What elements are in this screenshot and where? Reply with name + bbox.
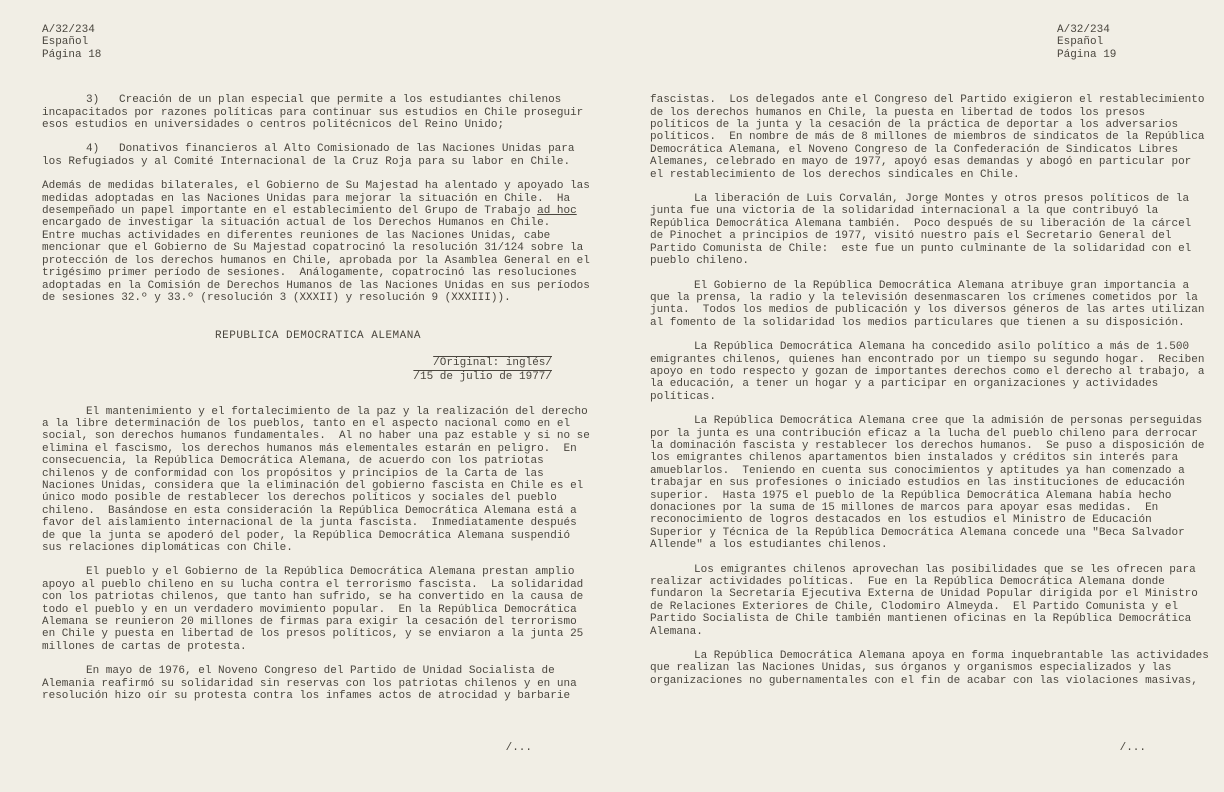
page-18-header — [42, 24, 594, 61]
page-18-body — [42, 94, 597, 703]
submission-notes — [42, 357, 594, 384]
document-symbol: A/32/234 — [1057, 24, 1110, 36]
document-language: Español — [1057, 36, 1104, 49]
page-19 — [650, 0, 1216, 792]
paragraph: La República Democrática Alemana apoya en forma inquebrantable las actividades que realizan las Naciones Unidas, sus órganos y organismos especializados y las organizaciones no gubernamentales con el fin de acabar con las violaciones masivas, — [650, 650, 1216, 687]
list-item-4: 4) Donativos financieros al Alto Comisionado de las Naciones Unidas para los Refugiados y al Comité Internacional de la Cruz Roja para su labor en Chile. — [42, 143, 582, 168]
list-item-3: 3) Creación de un plan especial que permite a los estudiantes chilenos incapacitados por razones políticas para continuar sus estudios en Chile proseguir esos estudios en universidades o centros politécnicos del Reino Unido; — [42, 94, 590, 132]
document-language: Español — [42, 36, 89, 49]
section-heading-gdr: REPUBLICA DEMOCRATICA ALEMANA — [215, 330, 421, 343]
continuation-mark: /... — [505, 741, 532, 754]
paragraph: El pueblo y el Gobierno de la República Democrática Alemana prestan amplio apoyo al pueblo chileno en su lucha contra el terrorismo fascista. La solidaridad con los patriotas chilenos, que tanto han sufrido, se ha convertido en la causa de todo el pueblo y en un verdadero movimiento popular. En la República Democrática Alemana se reunieron 20 millones de firmas para exigir la cesación del terrorismo en Chile y puesta en libertad de los presos políticos, y se enviaron a la junta 25 millones de cartas de protesta. — [42, 566, 590, 653]
page-18 — [42, 0, 597, 792]
paragraph: fascistas. Los delegados ante el Congreso del Partido exigieron el restablecimiento de los derechos humanos en Chile, la puesta en libertad de todos los presos políticos de la junta y la cesación de la práctica de deportar a los adversarios políticos. En nombre de más de 8 millones de miembros de sindicatos de la República Democrática Alemana, el Noveno Congreso de la Confederación de Sindicatos Libres Alemanes, celebrado en mayo de 1977, apoyó esas demandas y abogó en particular por el restablecimiento de los derechos sindicales en Chile. — [650, 94, 1212, 181]
paragraph-text: encargado de investigar la situación actual de los Derechos Humanos en Chile. Entre muchas actividades en diferentes reuniones de las Naciones Unidas, cabe mencionar que el Gobierno de Su Majestad copatrocinó la resolución 31/124 sobre la protección de los derechos humanos en Chile, aprobada por la Asamblea General en el trigésimo primer período de sesiones. Análogamente, copatrocinó las resoluciones adoptadas en la Comisión de Derechos Humanos de las Naciones Unidas en sus períodos de sesiones 32.º y 33.º (resolución 3 (XXXII) y resolución 9 (XXXIII)). — [42, 205, 597, 304]
paragraph: La República Democrática Alemana ha concedido asilo político a más de 1.500 emigrantes chilenos, quienes han encontrado por un tiempo su segundo hogar. Reciben apoyo en todo respecto y gozan de importantes derechos como el derecho al trabajo, a la educación, a tener un hogar y a participar en organizaciones y actividades políticas. — [650, 341, 1212, 403]
continuation-mark: /... — [1119, 741, 1146, 754]
paragraph: La República Democrática Alemana cree que la admisión de personas perseguidas por la junta es una contribución eficaz a la lucha del pueblo chileno para derrocar la dominación fascista y restablecer los derechos humanos. Se puso a disposición de los emigrantes chilenos apartamentos bien instalados y créditos sin interés para amueblarlos. Teniendo en cuenta sus conocimientos y aptitudes ya han comenzado a trabajar en sus profesiones o iniciado estudios en las instituciones de educación superior. Hasta 1975 el pueblo de la República Democrática Alemana había hecho donaciones por la suma de 15 millones de marcos para apoyar esas medidas. En reconocimiento de logros destacados en los estudios el Ministro de Educación Superior y Técnica de la República Democrática Alemana concede una "Beca Salvador Allende" a los estudiantes chilenos. — [650, 415, 1212, 552]
paragraph: El Gobierno de la República Democrática Alemana atribuye gran importancia a que la prensa, la radio y la televisión desenmascaren los crímenes cometidos por la junta. Todos los medios de publicación y los diversos géneros de las artes utilizan al fomento de la solidaridad los medios particulares que tienen a su disposición. — [650, 279, 1212, 329]
paragraph-uk-measures — [42, 180, 597, 304]
paragraph: El mantenimiento y el fortalecimiento de la paz y la realización del derecho a la libre determinación de los pueblos, tanto en el aspecto nacional como en el social, son derechos humanos fundamentales. Al no haber una paz estable y si no se elimina el fascismo, los derechos humanos más elementales estarán en peligro. En consecuencia, la República Democrática Alemana, de acuerdo con los patriotas chilenos y de conformidad con los propósitos y principios de la Carta de las Naciones Unidas, considera que la eliminación del gobierno fascista en Chile es el único modo posible de restablecer los derechos políticos y sociales del pueblo chileno. Basándose en esta consideración la República Democrática Alemana está a favor del aislamiento internacional de la junta fascista. Inmediatamente después de que la junta se apoderó del poder, la República Democrática Alemana suspendió sus relaciones diplomáticas con Chile. — [42, 405, 597, 554]
submission-date-note: /15 de julio de 1977/ — [413, 371, 552, 384]
page-19-header — [1057, 24, 1210, 61]
page-number-label: Página 19 — [1057, 48, 1117, 61]
paragraph-text: Además de medidas bilaterales, el Gobierno de Su Majestad ha alentado y apoyado las medidas adoptadas en las Naciones Unidas para mejorar la situación en Chile. Ha desempeñado un papel importante en el establecimiento del Grupo de Trabajo — [42, 180, 597, 218]
underlined-ad-hoc: ad hoc — [537, 205, 577, 218]
paragraph: La liberación de Luis Corvalán, Jorge Montes y otros presos políticos de la junta fue una victoria de la solidaridad internacional a la que contribuyó la República Democrática Alemana también. Poco después de su liberación de la cárcel de Pinochet a principios de 1977, visitó nuestro país el Secretario General del Partido Comunista de Chile: este fue un punto culminante de la solidaridad con el pueblo chileno. — [650, 193, 1198, 268]
paragraph: Los emigrantes chilenos aprovechan las posibilidades que se les ofrecen para realizar actividades políticas. Fue en la República Democrática Alemana donde fundaron la Secretaría Ejecutiva Externa de Unidad Popular dirigida por el Ministro de Relaciones Exteriores de Chile, Clodomiro Almeyda. El Partido Comunista y el Partido Socialista de Chile también mantienen oficinas en la República Democrática Alemana. — [650, 563, 1205, 638]
original-language-note: /Original: inglés/ — [433, 356, 552, 369]
page-number-label: Página 18 — [42, 48, 102, 61]
document-symbol: A/32/234 — [42, 24, 95, 36]
page-19-body — [650, 94, 1216, 687]
paragraph: En mayo de 1976, el Noveno Congreso del Partido de Unidad Socialista de Alemania reafirmó su solidaridad sin reservas con los patriotas chilenos y en una resolución hizo oír su protesta contra los infames actos de atrocidad y barbarie — [42, 665, 584, 703]
